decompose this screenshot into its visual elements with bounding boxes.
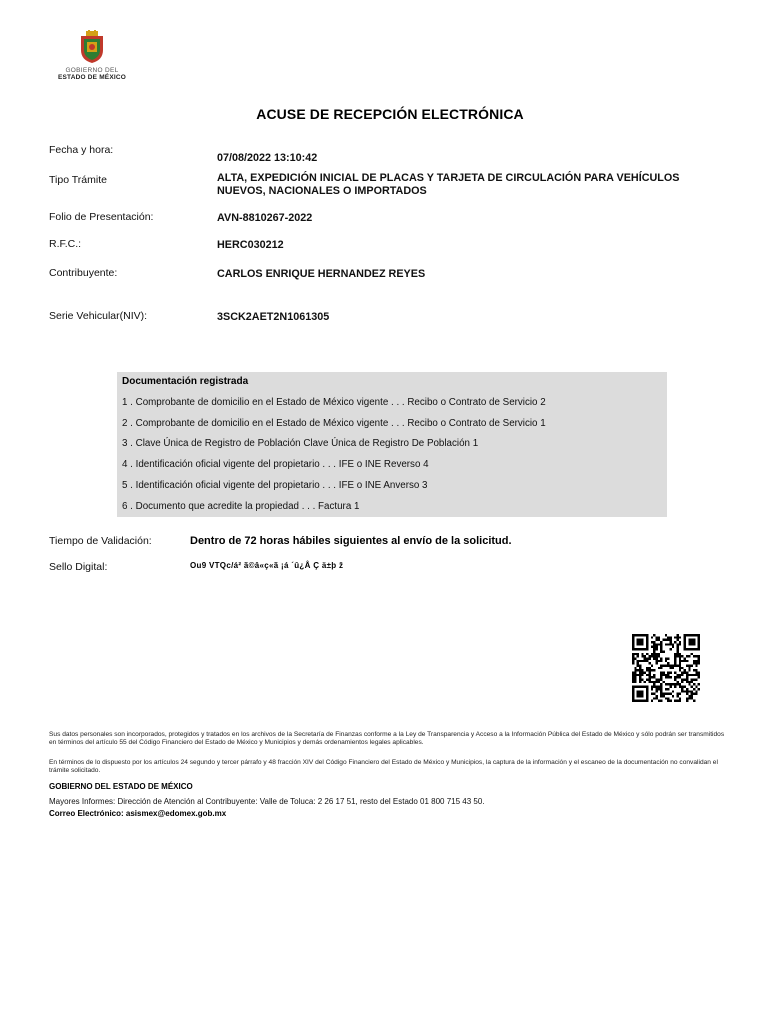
folio-value: AVN-8810267-2022: [217, 212, 313, 224]
serie-label: Serie Vehicular(NIV):: [49, 310, 148, 322]
fecha-value: 07/08/2022 13:10:42: [217, 152, 318, 164]
serie-value: 3SCK2AET2N1061305: [217, 311, 330, 323]
documentation-box: [117, 372, 667, 517]
doc-item: 1 . Comprobante de domicilio en el Estado de México vigente . . . Recibo o Contrato de Servicio 2: [122, 397, 546, 408]
terms-notice: En términos de lo dispuesto por los artículos 24 segundo y tercer párrafo y 48 fracción XIV del Código Financiero del Estado de México y Municipios, la captura de la información y el escaneo de la documentación no convalidan el trámite solicitado.: [49, 759, 718, 775]
tramite-label: Tipo Trámite: [49, 174, 107, 186]
doc-item: 3 . Clave Única de Registro de Población Clave Única de Registro De Población 1: [122, 438, 479, 449]
document-title: ACUSE DE RECEPCIÓN ELECTRÓNICA: [256, 106, 524, 122]
sello-label: Sello Digital:: [49, 561, 108, 573]
privacy-notice: Sus datos personales son incorporados, protegidos y tratados en los archivos de la Secretaría de Finanzas conforme a la Ley de Transparencia y Acceso a la Información Pública del Estado de México y sólo podrán ser transmitidos en términos del artículo 55 del Código Financiero del Estado de México y Municipios y demás ordenamientos legales aplicables.: [49, 731, 725, 747]
logo-text-line2: ESTADO DE MÉXICO: [57, 74, 127, 81]
rfc-label: R.F.C.:: [49, 238, 82, 250]
folio-label: Folio de Presentación:: [49, 211, 154, 223]
sello-value: Ou9 VTQc/á² ã©â«ç«ã ¡á ´û¿Å Ç ä±þ ž: [190, 561, 344, 570]
doc-item: 6 . Documento que acredite la propiedad . . . Factura 1: [122, 501, 360, 512]
fecha-label: Fecha y hora:: [49, 144, 114, 156]
footer-informes: Mayores Informes: Dirección de Atención al Contribuyente: Valle de Toluca: 2 26 17 51, resto del Estado 01 800 715 43 50.: [49, 797, 485, 806]
qr-code-icon: [632, 634, 700, 702]
doc-item: 5 . Identificación oficial vigente del propietario . . . IFE o INE Anverso 3: [122, 480, 428, 491]
tramite-value: ALTA, EXPEDICIÓN INICIAL DE PLACAS Y TARJETA DE CIRCULACIÓN PARA VEHÍCULOS NUEVOS, NACIONALES O IMPORTADOS: [217, 172, 680, 197]
contribuyente-label: Contribuyente:: [49, 267, 118, 279]
doc-item: 4 . Identificación oficial vigente del propietario . . . IFE o INE Reverso 4: [122, 459, 429, 470]
footer-government-name: GOBIERNO DEL ESTADO DE MÉXICO: [49, 782, 193, 791]
doc-item: 2 . Comprobante de domicilio en el Estado de México vigente . . . Recibo o Contrato de Servicio 1: [122, 418, 546, 429]
contribuyente-value: CARLOS ENRIQUE HERNANDEZ REYES: [217, 268, 426, 280]
coat-of-arms-icon: [77, 30, 107, 64]
documentation-title: Documentación registrada: [122, 376, 249, 387]
tiempo-value: Dentro de 72 horas hábiles siguientes al envío de la solicitud.: [190, 535, 512, 547]
rfc-value: HERC030212: [217, 239, 284, 251]
tiempo-label: Tiempo de Validación:: [49, 535, 152, 547]
government-logo: [44, 30, 140, 82]
logo-text-line1: GOBIERNO DEL: [65, 67, 119, 74]
footer-email: Correo Electrónico: asismex@edomex.gob.mx: [49, 809, 227, 818]
